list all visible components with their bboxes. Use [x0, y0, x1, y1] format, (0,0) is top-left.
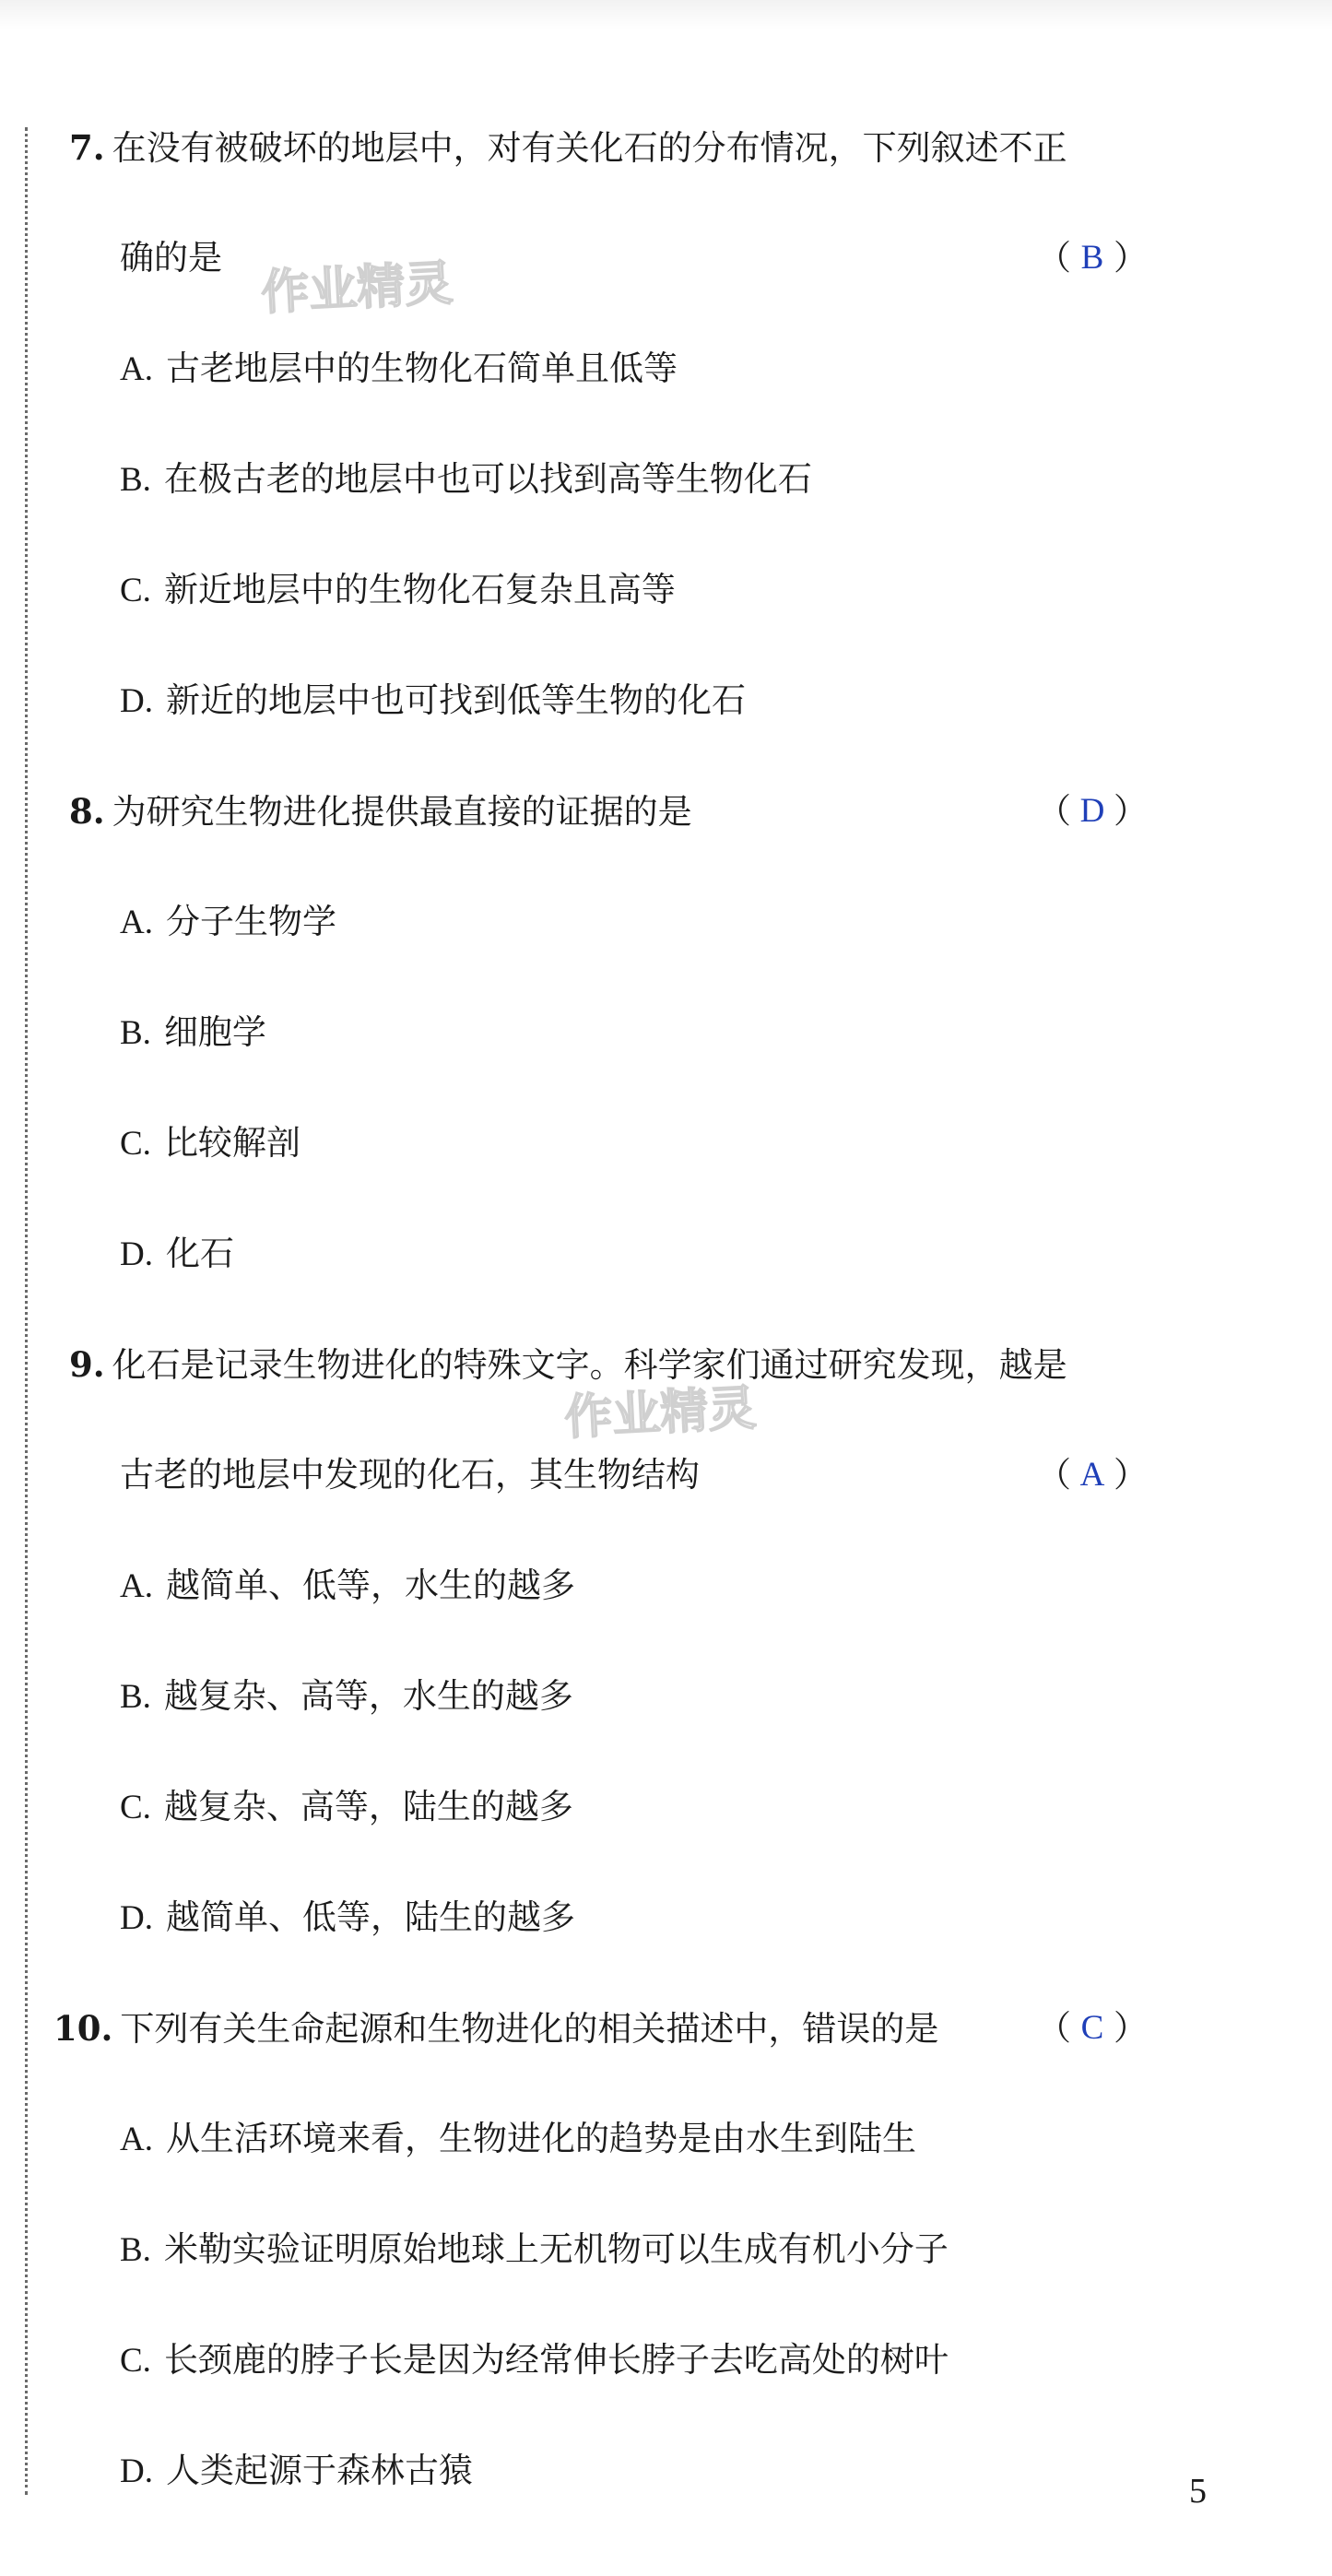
option-text: 越复杂、高等，陆生的越多 — [163, 1787, 573, 1826]
option-text: 细胞学 — [163, 1012, 266, 1052]
question-7-option-c — [120, 570, 676, 611]
question-number: 9. — [69, 1344, 105, 1385]
page-top-shade — [0, 0, 1332, 30]
binding-dotted-line — [25, 127, 28, 2495]
question-7-answer — [1037, 238, 1148, 278]
option-text: 比较解剖 — [163, 1123, 301, 1163]
paren-open: （ — [1037, 238, 1071, 278]
paren-open: （ — [1037, 2008, 1071, 2048]
question-8-option-c — [120, 1123, 301, 1164]
option-text: 古老地层中的生物化石简单且低等 — [165, 349, 678, 388]
page-number: 5 — [1189, 2472, 1207, 2511]
option-letter: A. — [120, 904, 153, 941]
option-letter: C. — [120, 2342, 151, 2380]
question-9-option-c — [120, 1787, 573, 1828]
option-text: 米勒实验证明原始地球上无机物可以生成有机小分子 — [163, 2229, 949, 2269]
question-stem-text: 下列有关生命起源和生物进化的相关描述中，错误的是 — [120, 2009, 939, 2049]
option-text: 越简单、低等，水生的越多 — [165, 1566, 575, 1605]
answer-value: B — [1080, 239, 1104, 277]
option-letter: A. — [120, 1567, 153, 1605]
option-letter: D. — [120, 1899, 153, 1937]
paren-open: （ — [1037, 1455, 1071, 1495]
question-stem-text: 化石是记录生物进化的特殊文字。科学家们通过研究发现，越是 — [112, 1345, 1067, 1385]
option-letter: B. — [120, 461, 151, 499]
option-letter: C. — [120, 572, 151, 609]
option-letter: B. — [120, 1678, 151, 1716]
answer-value: D — [1079, 792, 1105, 830]
question-number: 10. — [53, 2008, 113, 2049]
paren-open: （ — [1037, 791, 1071, 831]
question-8-stem-line-1 — [69, 791, 692, 833]
question-9-answer — [1037, 1455, 1148, 1495]
option-text: 新近的地层中也可找到低等生物的化石 — [165, 680, 746, 720]
paren-close: ） — [1114, 2008, 1148, 2048]
option-text: 分子生物学 — [165, 902, 336, 941]
question-10-option-d — [120, 2451, 473, 2492]
option-text: 越复杂、高等，水生的越多 — [163, 1676, 573, 1716]
question-8-option-b — [120, 1012, 266, 1054]
question-9-option-a — [120, 1566, 575, 1607]
question-8-answer — [1037, 791, 1148, 832]
question-7-option-b — [120, 459, 812, 501]
option-letter: A. — [120, 2121, 153, 2158]
question-10-option-b — [120, 2229, 949, 2271]
option-letter: C. — [120, 1125, 151, 1163]
question-8-option-a — [120, 902, 336, 943]
option-letter: D. — [120, 2452, 153, 2490]
question-10-answer — [1037, 2008, 1148, 2049]
option-letter: D. — [120, 1235, 153, 1273]
question-10-option-c — [120, 2340, 949, 2381]
watermark-logo: 作业精灵 — [562, 1380, 758, 1447]
question-stem-text: 在没有被破坏的地层中，对有关化石的分布情况，下列叙述不正 — [112, 128, 1067, 168]
question-8-option-d — [120, 1234, 234, 1275]
question-7-option-d — [120, 680, 746, 722]
paren-close: ） — [1113, 791, 1148, 831]
option-letter: B. — [120, 1014, 151, 1052]
paren-close: ） — [1114, 238, 1148, 278]
question-stem-text: 为研究生物进化提供最直接的证据的是 — [112, 792, 692, 832]
question-10-stem-line-1 — [53, 2008, 938, 2050]
question-7-stem-line-1 — [69, 127, 1067, 169]
answer-value: C — [1080, 2009, 1104, 2047]
question-7-option-a — [120, 349, 678, 390]
option-text: 长颈鹿的脖子长是因为经常伸长脖子去吃高处的树叶 — [163, 2340, 949, 2380]
option-text: 新近地层中的生物化石复杂且高等 — [163, 570, 676, 609]
question-7-stem-line-2: 确的是 — [120, 238, 222, 278]
question-number: 7. — [69, 127, 105, 168]
question-9-option-d — [120, 1897, 575, 1939]
option-text: 化石 — [165, 1234, 234, 1273]
question-9-stem-line-2: 古老的地层中发现的化石，其生物结构 — [120, 1455, 700, 1495]
option-text: 从生活环境来看，生物进化的趋势是由水生到陆生 — [165, 2119, 916, 2158]
option-letter: B. — [120, 2231, 151, 2269]
option-letter: C. — [120, 1789, 151, 1826]
option-letter: A. — [120, 350, 153, 388]
answer-value: A — [1079, 1456, 1105, 1494]
option-text: 在极古老的地层中也可以找到高等生物化石 — [163, 459, 812, 499]
option-text: 人类起源于森林古猿 — [165, 2451, 473, 2490]
paren-close: ） — [1113, 1455, 1148, 1495]
option-text: 越简单、低等，陆生的越多 — [165, 1897, 575, 1937]
watermark-logo: 作业精灵 — [259, 255, 454, 322]
question-10-option-a — [120, 2119, 916, 2160]
option-letter: D. — [120, 682, 153, 720]
question-9-option-b — [120, 1676, 573, 1718]
question-number: 8. — [69, 791, 105, 832]
